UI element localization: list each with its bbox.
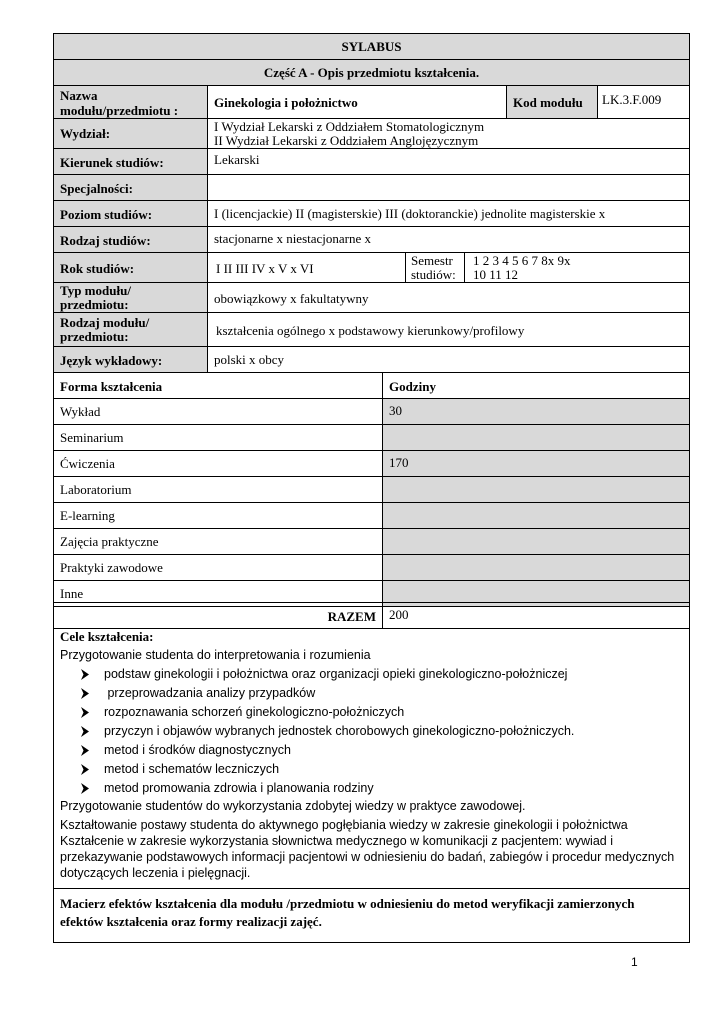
cele-bullet-text: przeprowadzania analizy przypadków bbox=[104, 686, 316, 700]
bullet-arrow-icon bbox=[80, 725, 90, 737]
rodzaj-mod-value-cell bbox=[207, 312, 690, 347]
rodzaj-mod-value: kształcenia ogólnego x podstawowy kierunkowy/profilowy bbox=[216, 323, 525, 338]
cele-bullet-item bbox=[80, 705, 404, 719]
typ-value-cell bbox=[207, 282, 690, 313]
rodzaj-label-cell bbox=[53, 226, 208, 253]
typ-label-1: Typ modułu/ bbox=[60, 283, 131, 298]
jezyk-value-cell bbox=[207, 346, 690, 373]
cele-bullet-text: metod promowania zdrowia i planowania rodziny bbox=[104, 781, 374, 795]
forma-row-label: Inne bbox=[60, 586, 84, 601]
cele-line-4: przekazywanie podstawowych informacji pacjentowi w odniesieniu do badań, zabiegów i procedur medycznych bbox=[60, 850, 675, 864]
forma-header: Forma kształcenia bbox=[60, 379, 163, 394]
nazwa-value-cell bbox=[207, 85, 507, 119]
part-cell bbox=[53, 59, 690, 86]
kod-value-cell bbox=[597, 85, 690, 119]
forma-row-label: E-learning bbox=[60, 508, 115, 523]
forma-row-label-cell bbox=[53, 502, 383, 529]
poziom-label: Poziom studiów: bbox=[60, 207, 153, 222]
title-cell bbox=[53, 33, 690, 60]
forma-row-hours: 170 bbox=[389, 455, 409, 470]
forma-row-label-cell bbox=[53, 450, 383, 477]
forma-row-label-cell bbox=[53, 554, 383, 581]
forma-row-label-cell bbox=[53, 398, 383, 425]
forma-row-label: Laboratorium bbox=[60, 482, 132, 497]
specjalnosci-label: Specjalności: bbox=[60, 181, 133, 196]
kierunek-value: Lekarski bbox=[214, 152, 260, 167]
typ-label-2: przedmiotu: bbox=[60, 297, 129, 312]
bullet-arrow-icon bbox=[80, 782, 90, 794]
bullet-arrow-icon bbox=[80, 744, 90, 756]
forma-row-hours-cell bbox=[382, 424, 690, 451]
forma-row-hours-cell bbox=[382, 554, 690, 581]
jezyk-label: Język wykładowy: bbox=[60, 353, 163, 368]
forma-row-label: Ćwiczenia bbox=[60, 456, 115, 471]
forma-row-label: Zajęcia praktyczne bbox=[60, 534, 159, 549]
nazwa-value: Ginekologia i położnictwo bbox=[214, 95, 358, 110]
rodzaj-mod-label-cell bbox=[53, 312, 208, 347]
cele-bullet-text: przyczyn i objawów wybranych jednostek chorobowych ginekologiczno-położniczych. bbox=[104, 724, 575, 738]
wydzial-label-cell bbox=[53, 118, 208, 149]
cele-line-2: Kształtowanie postawy studenta do aktywnego pogłębiania wiedzy w zakresie ginekologii i położnictwa bbox=[60, 818, 628, 832]
razem-value-cell bbox=[382, 602, 690, 629]
cele-bullet-text: metod i środków diagnostycznych bbox=[104, 743, 291, 757]
macierz-line-2: efektów kształcenia oraz formy realizacji zajęć. bbox=[60, 914, 322, 929]
cele-line-3: Kształcenie w zakresie wykorzystania słownictwa medycznego w komunikacji z pacjentem: wywiad i bbox=[60, 834, 613, 848]
semestr-value-cell bbox=[464, 252, 690, 283]
forma-row-hours-cell bbox=[382, 450, 690, 477]
godziny-header: Godziny bbox=[389, 379, 436, 394]
razem-value: 200 bbox=[389, 607, 409, 622]
razem-label: RAZEM bbox=[327, 609, 376, 624]
rodzaj-mod-label-1: Rodzaj modułu/ bbox=[60, 315, 150, 330]
page-number: 1 bbox=[631, 955, 638, 969]
cele-line-1: Przygotowanie studentów do wykorzystania zdobytej wiedzy w praktyce zawodowej. bbox=[60, 799, 526, 813]
forma-row-hours-cell bbox=[382, 528, 690, 555]
rok-label: Rok studiów: bbox=[60, 261, 135, 276]
rok-value: I II III IV x V x VI bbox=[216, 261, 314, 276]
bullet-arrow-icon bbox=[80, 687, 90, 699]
wydzial-value-2: II Wydział Lekarski z Oddziałem Anglojęzycznym bbox=[214, 133, 479, 148]
macierz-line-1: Macierz efektów kształcenia dla modułu /przedmiotu w odniesieniu do metod weryfikacji zamierzonych bbox=[60, 896, 635, 911]
kod-label-cell bbox=[506, 85, 598, 119]
rodzaj-value-cell bbox=[207, 226, 690, 253]
rodzaj-value: stacjonarne x niestacjonarne x bbox=[214, 231, 372, 246]
bullet-arrow-icon bbox=[80, 763, 90, 775]
rok-value-cell bbox=[207, 252, 406, 283]
forma-row-label-cell bbox=[53, 528, 383, 555]
cele-bullet-item bbox=[80, 781, 374, 795]
wydzial-label: Wydział: bbox=[60, 126, 111, 141]
bullet-arrow-icon bbox=[80, 706, 90, 718]
forma-row-label-cell bbox=[53, 476, 383, 503]
poziom-value-cell bbox=[207, 200, 690, 227]
rodzaj-mod-label-2: przedmiotu: bbox=[60, 329, 129, 344]
macierz-cell bbox=[53, 888, 690, 943]
kierunek-label-cell bbox=[53, 148, 208, 175]
cele-title: Cele kształcenia: bbox=[60, 629, 154, 644]
semestr-value-1: 1 2 3 4 5 6 7 8x 9x bbox=[473, 253, 571, 268]
kierunek-label: Kierunek studiów: bbox=[60, 155, 164, 170]
rok-label-cell bbox=[53, 252, 208, 283]
poziom-label-cell bbox=[53, 200, 208, 227]
forma-row-hours-cell bbox=[382, 502, 690, 529]
cele-bullet-item bbox=[80, 667, 567, 681]
cele-bullet-item bbox=[80, 686, 315, 700]
syllabus-document bbox=[53, 33, 690, 943]
kod-value: LK.3.F.009 bbox=[602, 92, 662, 107]
semestr-label-2: studiów: bbox=[411, 267, 456, 282]
cele-cell bbox=[53, 628, 690, 889]
typ-label-cell bbox=[53, 282, 208, 313]
jezyk-label-cell bbox=[53, 346, 208, 373]
forma-row-hours-cell bbox=[382, 476, 690, 503]
cele-bullet-item bbox=[80, 762, 279, 776]
forma-row-hours: 30 bbox=[389, 403, 402, 418]
wydzial-value-1: I Wydział Lekarski z Oddziałem Stomatologicznym bbox=[214, 119, 485, 134]
poziom-value: I (licencjackie) II (magisterskie) III (doktoranckie) jednolite magisterskie x bbox=[214, 206, 606, 221]
specjalnosci-value-cell bbox=[207, 174, 690, 201]
document-title: SYLABUS bbox=[341, 39, 402, 54]
nazwa-label-cell bbox=[53, 85, 208, 119]
kierunek-value-cell bbox=[207, 148, 690, 175]
razem-label-cell bbox=[53, 602, 383, 629]
forma-header-cell bbox=[53, 372, 383, 399]
godziny-header-cell bbox=[382, 372, 690, 399]
wydzial-value-cell bbox=[207, 118, 690, 149]
forma-row-label: Praktyki zawodowe bbox=[60, 560, 163, 575]
forma-row-hours-cell bbox=[382, 398, 690, 425]
forma-row-label: Wykład bbox=[60, 404, 101, 419]
forma-row-label-cell bbox=[53, 424, 383, 451]
forma-row-label: Seminarium bbox=[60, 430, 124, 445]
semestr-label-1: Semestr bbox=[411, 253, 453, 268]
rodzaj-label: Rodzaj studiów: bbox=[60, 233, 151, 248]
part-title: Część A - Opis przedmiotu kształcenia. bbox=[263, 65, 480, 80]
bullet-arrow-icon bbox=[80, 668, 90, 680]
cele-bullet-item bbox=[80, 743, 291, 757]
semestr-label-cell bbox=[405, 252, 465, 283]
cele-line-5: dotyczących leczenia i pielęgnacji. bbox=[60, 866, 251, 880]
cele-bullet-text: rozpoznawania schorzeń ginekologiczno-położniczych bbox=[104, 705, 405, 719]
cele-bullet-text: metod i schematów leczniczych bbox=[104, 762, 280, 776]
kod-label: Kod modułu bbox=[513, 95, 583, 110]
jezyk-value: polski x obcy bbox=[214, 352, 285, 367]
typ-value: obowiązkowy x fakultatywny bbox=[214, 291, 369, 306]
specjalnosci-label-cell bbox=[53, 174, 208, 201]
semestr-value-2: 10 11 12 bbox=[473, 267, 519, 282]
cele-intro: Przygotowanie studenta do interpretowania i rozumienia bbox=[60, 648, 371, 662]
cele-bullet-item bbox=[80, 724, 574, 738]
cele-bullet-text: podstaw ginekologii i położnictwa oraz organizacji opieki ginekologiczno-położniczej bbox=[104, 667, 568, 681]
nazwa-label: Nazwa modułu/przedmiotu : bbox=[60, 88, 179, 118]
